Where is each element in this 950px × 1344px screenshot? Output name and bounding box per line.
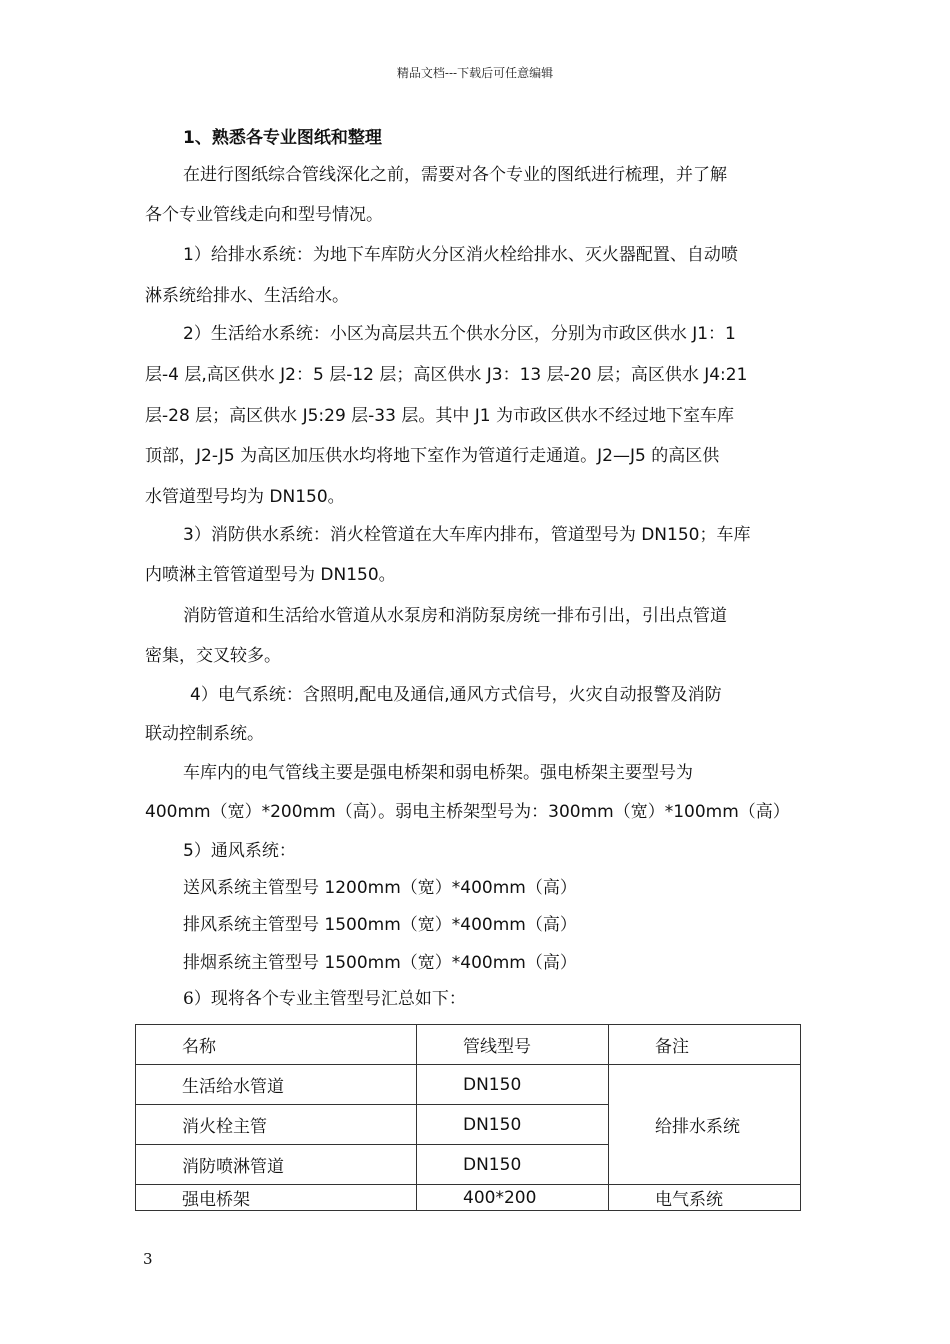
paragraph-line: 层-4 层,高区供水 J2：5 层-12 层；高区供水 J3：13 层-20 层；高区供水 J4:21 bbox=[145, 365, 748, 385]
paragraph-line: 5）通风系统： bbox=[183, 841, 296, 861]
table-header-row bbox=[136, 1025, 801, 1065]
paragraph-line: 车库内的电气管线主要是强电桥架和弱电桥架。强电桥架主要型号为 bbox=[183, 763, 693, 783]
paragraph-line: 层-28 层；高区供水 J5:29 层-33 层。其中 J1 为市政区供水不经过地下室车库 bbox=[145, 406, 734, 426]
table-header-cell: 名称 bbox=[136, 1025, 417, 1065]
table-cell: 强电桥架 bbox=[136, 1185, 417, 1211]
paragraph-line: 2）生活给水系统：小区为高层共五个供水分区，分别为市政区供水 J1：1 bbox=[183, 324, 736, 344]
paragraph-line: 内喷淋主管管道型号为 DN150。 bbox=[145, 565, 396, 585]
paragraph-line: 各个专业管线走向和型号情况。 bbox=[145, 205, 383, 225]
table-cell: 电气系统 bbox=[609, 1185, 801, 1211]
pipe-summary-table bbox=[135, 1024, 801, 1211]
paragraph-line: 400mm（宽）*200mm（高）。弱电主桥架型号为：300mm（宽）*100mm（高） bbox=[145, 802, 790, 822]
paragraph-line: 6）现将各个专业主管型号汇总如下： bbox=[183, 989, 466, 1009]
table-cell: 消火栓主管 bbox=[136, 1105, 417, 1145]
paragraph-line: 淋系统给排水、生活给水。 bbox=[145, 286, 349, 306]
paragraph-line: 密集，交叉较多。 bbox=[145, 646, 281, 666]
page-number: 3 bbox=[143, 1250, 153, 1268]
paragraph-line: 送风系统主管型号 1200mm（宽）*400mm（高） bbox=[183, 878, 577, 898]
paragraph-line: 排风系统主管型号 1500mm（宽）*400mm（高） bbox=[183, 915, 577, 935]
paragraph-line: 排烟系统主管型号 1500mm（宽）*400mm（高） bbox=[183, 953, 577, 973]
table-header-cell: 管线型号 bbox=[417, 1025, 609, 1065]
section-heading: 1、熟悉各专业图纸和整理 bbox=[183, 128, 382, 148]
table-header-cell: 备注 bbox=[609, 1025, 801, 1065]
table-cell: 400*200 bbox=[417, 1185, 609, 1211]
paragraph-line: 顶部，J2-J5 为高区加压供水均将地下室作为管道行走通道。J2—J5 的高区供 bbox=[145, 446, 720, 466]
paragraph-line: 消防管道和生活给水管道从水泵房和消防泵房统一排布引出，引出点管道 bbox=[183, 606, 727, 626]
paragraph-line: 联动控制系统。 bbox=[145, 724, 264, 744]
paragraph-line: 3）消防供水系统：消火栓管道在大车库内排布，管道型号为 DN150；车库 bbox=[183, 525, 751, 545]
paragraph-line: 4）电气系统：含照明,配电及通信,通风方式信号，火灾自动报警及消防 bbox=[190, 685, 722, 705]
table-cell: 生活给水管道 bbox=[136, 1065, 417, 1105]
paragraph-line: 1）给排水系统：为地下车库防火分区消火栓给排水、灭火器配置、自动喷 bbox=[183, 245, 738, 265]
table-cell: DN150 bbox=[417, 1145, 609, 1185]
table-row bbox=[136, 1185, 801, 1211]
paragraph-line: 水管道型号均为 DN150。 bbox=[145, 487, 345, 507]
table-cell: DN150 bbox=[417, 1105, 609, 1145]
page-header: 精品文档---下载后可任意编辑 bbox=[396, 66, 554, 80]
paragraph-line: 在进行图纸综合管线深化之前，需要对各个专业的图纸进行梳理，并了解 bbox=[183, 165, 727, 185]
table-cell: DN150 bbox=[417, 1065, 609, 1105]
table-cell: 给排水系统 bbox=[609, 1065, 801, 1185]
table-cell: 消防喷淋管道 bbox=[136, 1145, 417, 1185]
table-row bbox=[136, 1065, 801, 1105]
